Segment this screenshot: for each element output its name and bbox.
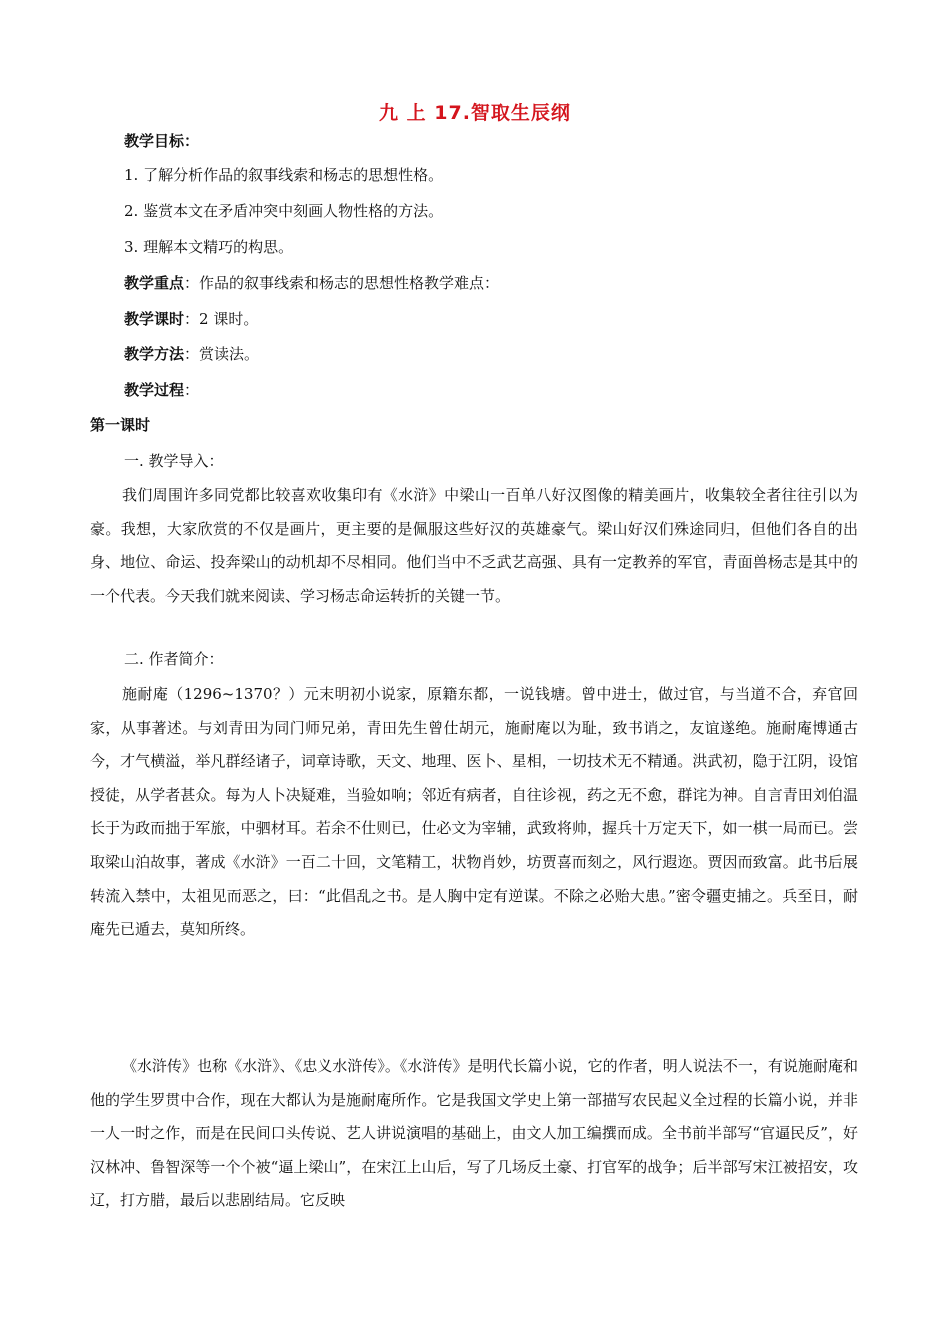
teaching-method-label: 教学方法: [124, 345, 185, 363]
section-book-paragraph: 《水浒传》也称《水浒》、《忠义水浒传》。《水浒传》是明代长篇小说，它的作者，明人说法不一，有说施耐庵和他的学生罗贯中合作，现在大都认为是施耐庵所作。它是我国文学史上第一部描写农民起义全过程的长篇小说，并非一人一时之作，而是在民间口头传说、艺人讲说演唱的基础上，由文人加工编撰而成。全书前半部写“官逼民反”，好汉林冲、鲁智深等一个个被“逼上梁山”，在宋江上山后，写了几场反土豪、打官军的战争；后半部写宋江被招安，攻辽，打方腊，最后以悲剧结局。它反映: [90, 1057, 858, 1210]
teaching-method-text: ：赏读法。: [184, 345, 260, 363]
teaching-process-line: [124, 379, 199, 400]
goal-item-1: 1. 了解分析作品的叙事线索和杨志的思想性格。: [124, 166, 444, 184]
goals-heading: 教学目标：: [124, 132, 200, 150]
key-points-line: [124, 272, 499, 293]
class-hours-text: ：2 课时。: [184, 310, 259, 328]
teaching-process-colon: ：: [184, 381, 200, 399]
goal-item-3: 3. 理解本文精巧的构思。: [124, 238, 294, 256]
section-author-paragraph: 施耐庵（1296~1370？）元末明初小说家，原籍东都，一说钱塘。曾中进士，做过官，与当道不合，弃官回家，从事著述。与刘青田为同门师兄弟，青田先生曾仕胡元，施耐庵以为耻，致书诮之，友谊遂绝。施耐庵博通古今，才气横溢，举凡群经诸子，词章诗歌，天文、地理、医卜、星相，一切技术无不精通。洪武初，隐于江阴，设馆授徒，从学者甚众。每为人卜决疑难，当验如响；邻近有病者，自往诊视，药之无不愈，群诧为神。自言青田刘伯温长于为政而拙于军旅，中驷材耳。若余不仕则已，仕必文为宰辅，武致将帅，握兵十万定天下，如一棋一局而已。尝取梁山泊故事，著成《水浒》一百二十回，文笔精工，状物肖妙，坊贾喜而刻之，风行遐迩。贾因而致富。此书后展转流入禁中，太祖见而恶之，曰：“此倡乱之书。是人胸中定有逆谋。不除之必贻大患。”密令疆吏捕之。兵至日，耐庵先已遁去，莫知所终。: [90, 685, 858, 939]
class-hours-label: 教学课时: [124, 310, 185, 328]
section-intro-paragraph: 我们周围许多同党都比较喜欢收集印有《水浒》中梁山一百单八好汉图像的精美画片，收集较全者往往引以为豪。我想，大家欣赏的不仅是画片，更主要的是佩服这些好汉的英雄豪气。梁山好汉们殊途同归，但他们各自的出身、地位、命运、投奔梁山的动机却不尽相同。他们当中不乏武艺高强、具有一定教养的军官，青面兽杨志是其中的一个代表。今天我们就来阅读、学习杨志命运转折的关键一节。: [90, 486, 858, 605]
class-hours-line: [124, 308, 258, 329]
teaching-process-label: 教学过程: [124, 381, 185, 399]
page-title: 九 上 17.智取生辰纲: [379, 102, 571, 124]
key-points-text: ：作品的叙事线索和杨志的思想性格教学难点：: [184, 274, 500, 292]
section-intro-heading: 一. 教学导入：: [124, 452, 224, 470]
lesson-one-heading: 第一课时: [90, 416, 151, 434]
section-author-heading: 二. 作者简介：: [124, 650, 224, 668]
goal-item-2: 2. 鉴赏本文在矛盾冲突中刻画人物性格的方法。: [124, 202, 444, 220]
key-points-label: 教学重点: [124, 274, 185, 292]
teaching-method-line: [124, 343, 259, 364]
